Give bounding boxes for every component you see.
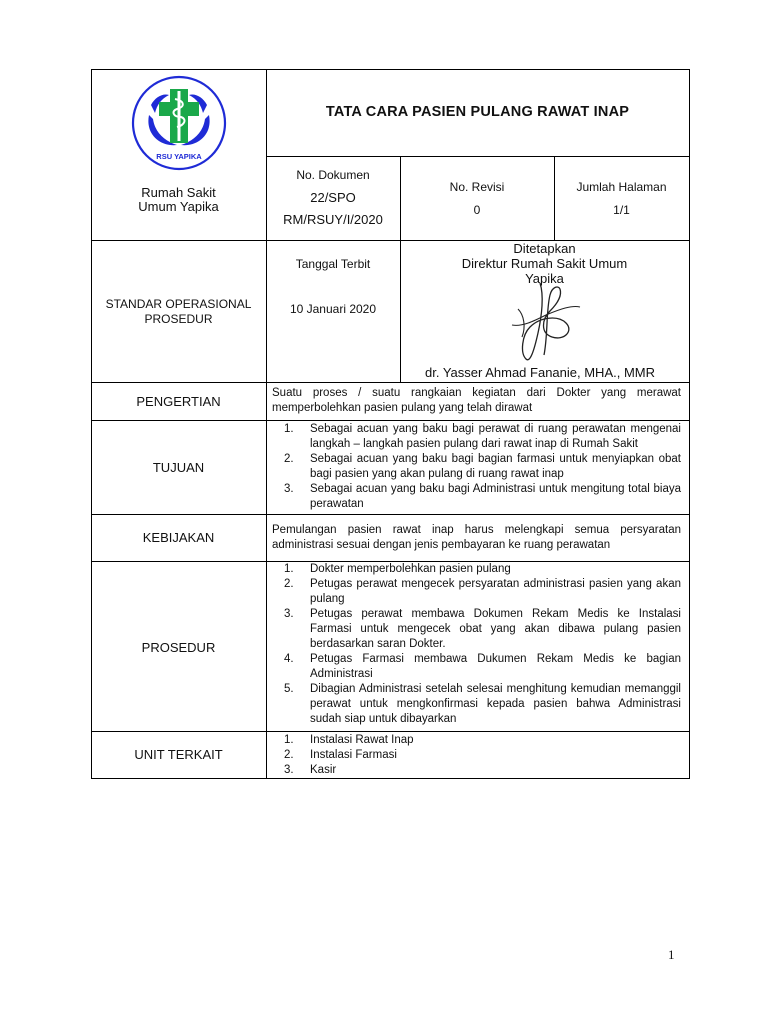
pengertian-text: Suatu proses / suatu rangkaian kegiatan dari Dokter yang merawat memperbolehkan pasien pulang yang telah dirawat <box>272 387 681 414</box>
approval-line3: Yapika <box>525 271 564 286</box>
hospital-name-line1: Rumah Sakit <box>141 185 216 200</box>
prosedur-item-1: Dokter memperbolehkan pasien pulang <box>310 563 511 575</box>
tujuan-list <box>272 422 681 512</box>
list-item: 4. Petugas Farmasi membawa Dukumen Rekam Medis ke bagian Administrasi <box>284 653 681 680</box>
pengertian-label: PENGERTIAN <box>136 394 221 409</box>
list-item: 3. Petugas perawat membawa Dokumen Rekam Medis ke Instalasi Farmasi untuk mengecek obat yang akan dibawa pulang pasien berdasarkan saran Dokter. <box>284 608 681 650</box>
prosedur-list <box>272 562 681 727</box>
prosedur-label: PROSEDUR <box>141 640 216 655</box>
tujuan-label: TUJUAN <box>152 460 205 475</box>
hospital-name-line2: Umum Yapika <box>138 199 219 214</box>
unit-item-1: Instalasi Rawat Inap <box>310 734 414 746</box>
revision-value: 0 <box>473 203 481 217</box>
logo-text: RSU YAPIKA <box>156 152 202 161</box>
sop-label-line2: PROSEDUR <box>144 312 213 326</box>
table-divider <box>266 156 690 157</box>
table-divider <box>91 514 690 515</box>
page-number: 1 <box>668 947 675 962</box>
unit-item-2: Instalasi Farmasi <box>310 749 397 761</box>
list-item: 1. Instalasi Rawat Inap <box>284 734 414 746</box>
approval-line1: Ditetapkan <box>513 241 576 256</box>
unit-terkait-list <box>272 733 681 778</box>
prosedur-item-4: Petugas Farmasi membawa Dukumen Rekam Medis ke bagian Administrasi <box>310 653 681 680</box>
sop-label-line1: STANDAR OPERASIONAL <box>105 297 252 311</box>
list-item: 1. Dokter memperbolehkan pasien pulang <box>284 563 511 575</box>
tujuan-item-3: Sebagai acuan yang baku bagi Administrasi untuk mengitung total biaya perawatan <box>310 483 681 510</box>
signature <box>500 275 590 370</box>
pages-label: Jumlah Halaman <box>576 180 667 194</box>
issue-date-label: Tanggal Terbit <box>295 257 371 271</box>
list-item: 3. Sebagai acuan yang baku bagi Administrasi untuk mengitung total biaya perawatan <box>284 483 681 510</box>
revision-label: No. Revisi <box>449 180 505 194</box>
table-divider <box>91 731 690 732</box>
table-divider <box>554 156 555 240</box>
list-item: 2. Petugas perawat mengecek persyaratan administrasi pasien yang akan pulang <box>284 578 681 605</box>
doc-no-value-line2: RM/RSUY/I/2020 <box>283 212 383 227</box>
table-border-right <box>689 69 690 779</box>
pages-value: 1/1 <box>613 203 630 217</box>
list-item: 2. Sebagai acuan yang baku bagi bagian farmasi untuk menyiapkan obat bagi pasien yang akan pulang di ruang rawat inap <box>284 453 681 480</box>
issue-date-value: 10 Januari 2020 <box>289 302 377 316</box>
kebijakan-label: KEBIJAKAN <box>142 530 215 545</box>
list-item: 3. Kasir <box>284 764 337 776</box>
table-border-top <box>91 69 690 70</box>
table-divider <box>91 382 690 383</box>
kebijakan-text: Pemulangan pasien rawat inap harus melengkapi semua persyaratan administrasi sesuai dengan jenis pembayaran ke ruang perawatan <box>272 524 681 551</box>
prosedur-item-2: Petugas perawat mengecek persyaratan administrasi pasien yang akan pulang <box>310 578 681 605</box>
prosedur-item-3: Petugas perawat membawa Dokumen Rekam Medis ke Instalasi Farmasi untuk mengecek obat yang akan dibawa pulang pasien berdasarkan saran Dokter. <box>310 608 681 650</box>
tujuan-item-1: Sebagai acuan yang baku bagi perawat di ruang perawatan mengenai langkah – langkah pasien pulang dari rawat inap di Rumah Sakit <box>310 423 681 450</box>
list-item: 1. Sebagai acuan yang baku bagi perawat di ruang perawatan mengenai langkah – langkah pasien pulang dari rawat inap di Rumah Sakit <box>284 423 681 450</box>
document-title: TATA CARA PASIEN PULANG RAWAT INAP <box>325 104 630 120</box>
list-item: 5. Dibagian Administrasi setelah selesai menghitung kemudian memanggil perawat untuk mengkonfirmasi kepada pasien bahwa Administrasi sudah siap untuk dibayarkan <box>284 683 681 725</box>
list-item: 2. Instalasi Farmasi <box>284 749 397 761</box>
doc-no-value-line1: 22/SPO <box>310 190 356 205</box>
tujuan-item-2: Sebagai acuan yang baku bagi bagian farmasi untuk menyiapkan obat bagi pasien yang akan pulang di ruang rawat inap <box>310 453 681 480</box>
approval-line2: Direktur Rumah Sakit Umum <box>461 256 628 271</box>
prosedur-item-5: Dibagian Administrasi setelah selesai menghitung kemudian memanggil perawat untuk mengkonfirmasi kepada pasien bahwa Administrasi sudah siap untuk dibayarkan <box>310 683 681 725</box>
table-divider <box>91 420 690 421</box>
table-border-bottom <box>91 778 690 779</box>
unit-item-3: Kasir <box>310 764 337 776</box>
table-border-left <box>91 69 92 779</box>
unit-terkait-label: UNIT TERKAIT <box>134 747 223 762</box>
signatory-name: dr. Yasser Ahmad Fananie, MHA., MMR <box>425 365 655 380</box>
doc-no-label: No. Dokumen <box>296 168 370 182</box>
hospital-logo <box>131 75 227 171</box>
